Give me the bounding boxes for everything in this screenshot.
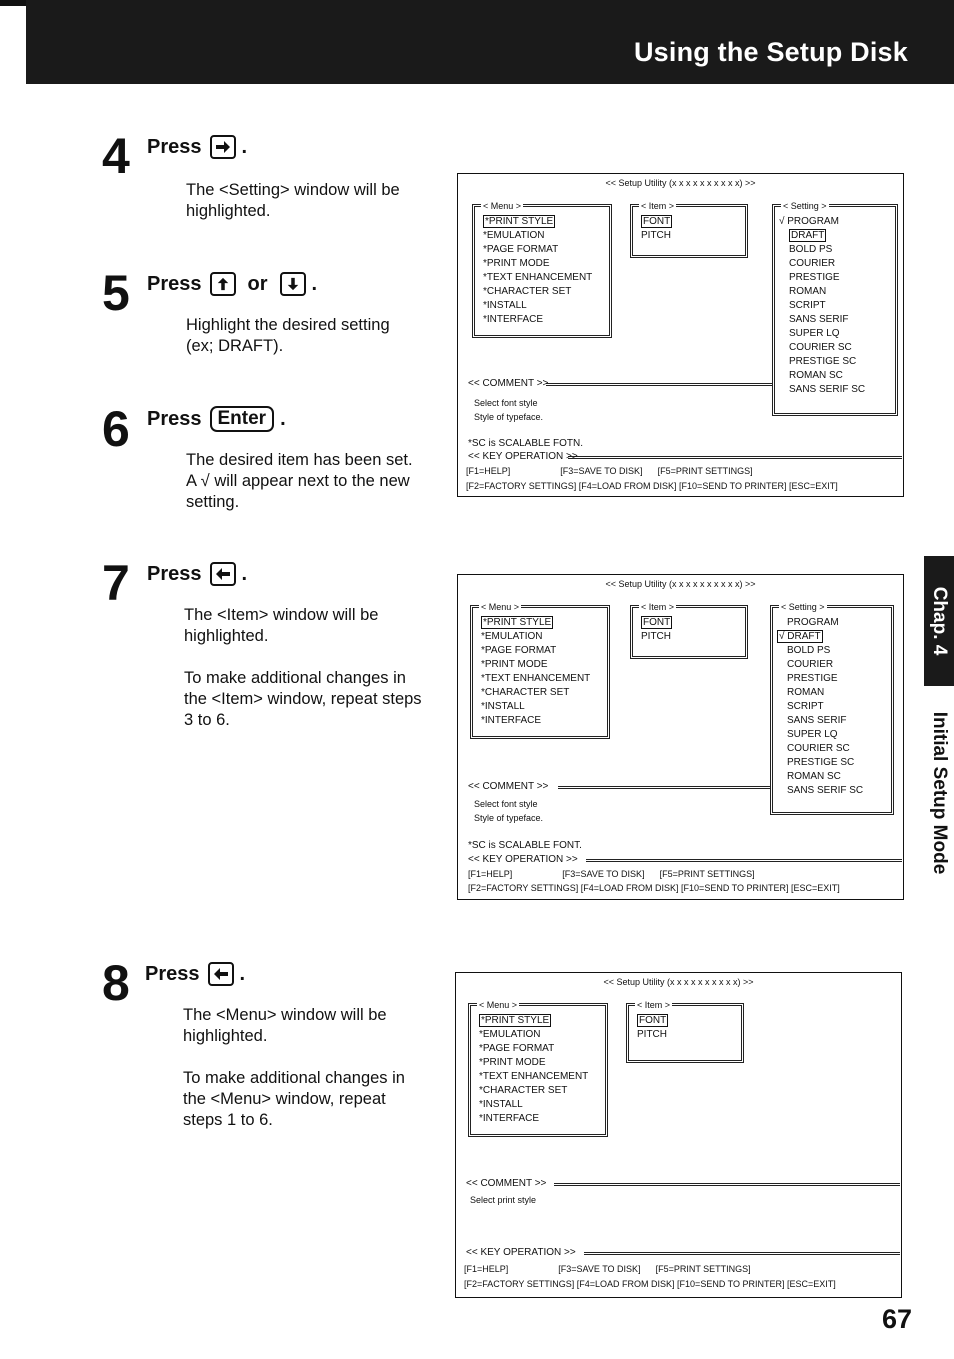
setting-entry[interactable]: BOLD PS	[789, 244, 833, 255]
left-arrow-key-icon	[208, 962, 234, 986]
key-operation-line: [F1=HELP] [F3=SAVE TO DISK] [F5=PRINT SETTINGS]	[464, 1264, 751, 1274]
menu-item[interactable]: *EMULATION	[483, 230, 545, 241]
page-title: Using the Setup Disk	[633, 37, 908, 67]
section-label: Initial Setup Mode	[929, 711, 950, 875]
setting-entry[interactable]: PROGRAM	[787, 617, 839, 628]
menu-item[interactable]: *PRINT STYLE	[485, 216, 554, 227]
comment-divider	[546, 383, 772, 386]
menu-item[interactable]: *PAGE FORMAT	[479, 1043, 555, 1054]
item-entry[interactable]: FONT	[643, 617, 671, 628]
right-arrow-key-icon	[210, 135, 236, 159]
step-press-line: Press .	[147, 562, 248, 585]
item-window	[630, 201, 748, 258]
comment-divider	[554, 1183, 900, 1186]
key-operation-label: << KEY OPERATION >>	[468, 451, 578, 462]
screen-title: << Setup Utility (x x x x x x x x x x) >>	[603, 977, 754, 987]
press-label: Press	[147, 407, 202, 430]
setting-window	[770, 602, 894, 815]
setup-utility-screen	[455, 972, 902, 1298]
key-operation-line: [F2=FACTORY SETTINGS] [F4=LOAD FROM DISK] [F10=SEND TO PRINTER] [ESC=EXIT]	[468, 883, 840, 893]
menu-item[interactable]: *CHARACTER SET	[483, 286, 572, 297]
menu-item[interactable]: *EMULATION	[479, 1029, 541, 1040]
setting-entry[interactable]: DRAFT	[791, 230, 825, 241]
comment-divider	[558, 786, 770, 789]
setup-utility-screen	[457, 173, 904, 497]
chapter-label: Chap. 4	[929, 586, 950, 656]
step-press-line: Press .	[147, 135, 248, 158]
setting-entry[interactable]: ROMAN SC	[789, 370, 843, 381]
key-operation-label: << KEY OPERATION >>	[468, 854, 578, 865]
setting-entry[interactable]: √ DRAFT	[779, 631, 821, 642]
menu-window-title: < Menu >	[479, 1000, 518, 1010]
menu-item[interactable]: *PRINT STYLE	[481, 1015, 550, 1026]
step-description: Highlight the desired setting (ex; DRAFT).	[186, 316, 390, 355]
comment-label: << COMMENT >>	[468, 781, 549, 792]
setting-entry[interactable]: PRESTIGE	[787, 673, 838, 684]
menu-item[interactable]: *TEXT ENHANCEMENT	[481, 673, 591, 684]
key-operation-divider	[584, 1252, 900, 1255]
setting-entry[interactable]: √ PROGRAM	[779, 216, 839, 227]
step-number: 7	[102, 555, 128, 611]
key-operation-line: [F2=FACTORY SETTINGS] [F4=LOAD FROM DISK] [F10=SEND TO PRINTER] [ESC=EXIT]	[464, 1279, 836, 1289]
item-window	[630, 602, 748, 659]
setting-entry[interactable]: COURIER SC	[789, 342, 852, 353]
setting-entry[interactable]: ROMAN	[787, 687, 825, 698]
item-window-title: < Item >	[641, 602, 675, 612]
item-window-title: < Item >	[637, 1000, 671, 1010]
step-press-line: Press .	[145, 962, 246, 985]
down-arrow-key-icon	[280, 272, 306, 296]
menu-item[interactable]: *PRINT MODE	[479, 1057, 546, 1068]
menu-window-title: < Menu >	[483, 201, 522, 211]
step-number: 8	[102, 955, 128, 1011]
menu-item[interactable]: *PAGE FORMAT	[481, 645, 557, 656]
menu-item[interactable]: *PRINT MODE	[481, 659, 548, 670]
menu-item[interactable]: *EMULATION	[481, 631, 543, 642]
press-label: Press	[147, 272, 202, 295]
setting-entry[interactable]: SANS SERIF	[789, 314, 849, 325]
step-number: 6	[102, 401, 128, 457]
menu-item[interactable]: *CHARACTER SET	[481, 687, 570, 698]
setting-window	[772, 201, 898, 416]
page-number: 67	[881, 1304, 912, 1334]
menu-item[interactable]: *TEXT ENHANCEMENT	[483, 272, 593, 283]
menu-item[interactable]: *INSTALL	[483, 300, 527, 311]
menu-item[interactable]: *PRINT MODE	[483, 258, 550, 269]
key-operation-line: [F1=HELP] [F3=SAVE TO DISK] [F5=PRINT SETTINGS]	[466, 466, 753, 476]
setting-entry[interactable]: ROMAN	[789, 286, 827, 297]
item-entry[interactable]: FONT	[643, 216, 671, 227]
comment-line: Style of typeface.	[474, 813, 544, 823]
setting-entry[interactable]: SANS SERIF	[787, 715, 847, 726]
enter-key-icon: Enter	[210, 406, 275, 432]
menu-item[interactable]: *TEXT ENHANCEMENT	[479, 1071, 589, 1082]
press-label: Press	[147, 562, 202, 585]
setting-entry[interactable]: SANS SERIF SC	[787, 785, 864, 796]
item-entry[interactable]: PITCH	[641, 230, 671, 241]
item-entry[interactable]: PITCH	[637, 1029, 667, 1040]
press-label: Press	[147, 135, 202, 158]
left-arrow-key-icon	[210, 562, 236, 586]
setting-entry[interactable]: COURIER	[787, 659, 834, 670]
item-window	[626, 1000, 744, 1063]
menu-item[interactable]: *PRINT STYLE	[483, 617, 552, 628]
header-corner-mark	[0, 0, 26, 6]
screen-title: << Setup Utility (x x x x x x x x x x) >>	[605, 178, 756, 188]
setting-entry[interactable]: COURIER	[789, 258, 836, 269]
item-entry[interactable]: PITCH	[641, 631, 671, 642]
setting-entry[interactable]: COURIER SC	[787, 743, 850, 754]
comment-line: Select font style	[474, 799, 538, 809]
step-press-line: Press Enter .	[147, 406, 286, 432]
menu-item[interactable]: *INTERFACE	[481, 715, 542, 726]
setting-entry[interactable]: PRESTIGE SC	[789, 356, 857, 367]
step-description: The <Menu> window will be highlighted. To make additional changes in the <Menu> window, repeat steps 1 to 6.	[183, 1006, 405, 1129]
setting-entry[interactable]: BOLD PS	[787, 645, 831, 656]
comment-line: Select print style	[470, 1195, 537, 1205]
menu-window	[470, 602, 610, 739]
step-description: The desired item has been set. A √ will appear next to the new setting.	[186, 451, 413, 511]
screen-title: << Setup Utility (x x x x x x x x x x) >>	[605, 579, 756, 589]
menu-window-title: < Menu >	[481, 602, 520, 612]
press-label: Press	[145, 962, 200, 985]
key-operation-line: [F1=HELP] [F3=SAVE TO DISK] [F5=PRINT SETTINGS]	[468, 869, 755, 879]
setting-entry[interactable]: PRESTIGE SC	[787, 757, 855, 768]
comment-label: << COMMENT >>	[466, 1178, 547, 1189]
step-press-line: Press or .	[147, 272, 318, 295]
setting-entry[interactable]: SCRIPT	[787, 701, 824, 712]
menu-item[interactable]: *INSTALL	[479, 1099, 523, 1110]
setting-window-title: < Setting >	[781, 602, 825, 612]
footnote: *SC is SCALABLE FONT.	[468, 840, 582, 851]
menu-item[interactable]: *INSTALL	[481, 701, 525, 712]
comment-line: Style of typeface.	[474, 412, 544, 422]
comment-line: Select font style	[474, 398, 538, 408]
step-description: The <Item> window will be highlighted. To make additional changes in the <Item> window, repeat steps 3 to 6.	[184, 606, 422, 729]
menu-item[interactable]: *PAGE FORMAT	[483, 244, 559, 255]
footnote: *SC is SCALABLE FOTN.	[468, 438, 584, 449]
menu-window	[468, 1000, 608, 1137]
setting-entry[interactable]: SUPER LQ	[787, 729, 838, 740]
setup-utility-screen	[457, 574, 904, 900]
menu-item[interactable]: *INTERFACE	[479, 1113, 540, 1124]
key-operation-label: << KEY OPERATION >>	[466, 1247, 576, 1258]
menu-item[interactable]: *INTERFACE	[483, 314, 544, 325]
key-operation-divider	[568, 456, 902, 459]
menu-item[interactable]: *CHARACTER SET	[479, 1085, 568, 1096]
or-label: or	[247, 272, 268, 295]
step-number: 4	[102, 128, 128, 184]
key-operation-divider	[586, 859, 902, 862]
step-number: 5	[102, 265, 128, 321]
setting-entry[interactable]: SUPER LQ	[789, 328, 840, 339]
item-entry[interactable]: FONT	[639, 1015, 667, 1026]
comment-label: << COMMENT >>	[468, 378, 549, 389]
step-description: The <Setting> window will be highlighted.	[186, 181, 400, 220]
item-window-title: < Item >	[641, 201, 675, 211]
setting-entry[interactable]: PRESTIGE	[789, 272, 840, 283]
setting-entry[interactable]: SCRIPT	[789, 300, 826, 311]
menu-window	[472, 201, 612, 338]
setting-window-title: < Setting >	[783, 201, 827, 211]
setting-entry[interactable]: ROMAN SC	[787, 771, 841, 782]
up-arrow-key-icon	[210, 272, 236, 296]
key-operation-line: [F2=FACTORY SETTINGS] [F4=LOAD FROM DISK] [F10=SEND TO PRINTER] [ESC=EXIT]	[466, 481, 838, 491]
setting-entry[interactable]: SANS SERIF SC	[789, 384, 866, 395]
